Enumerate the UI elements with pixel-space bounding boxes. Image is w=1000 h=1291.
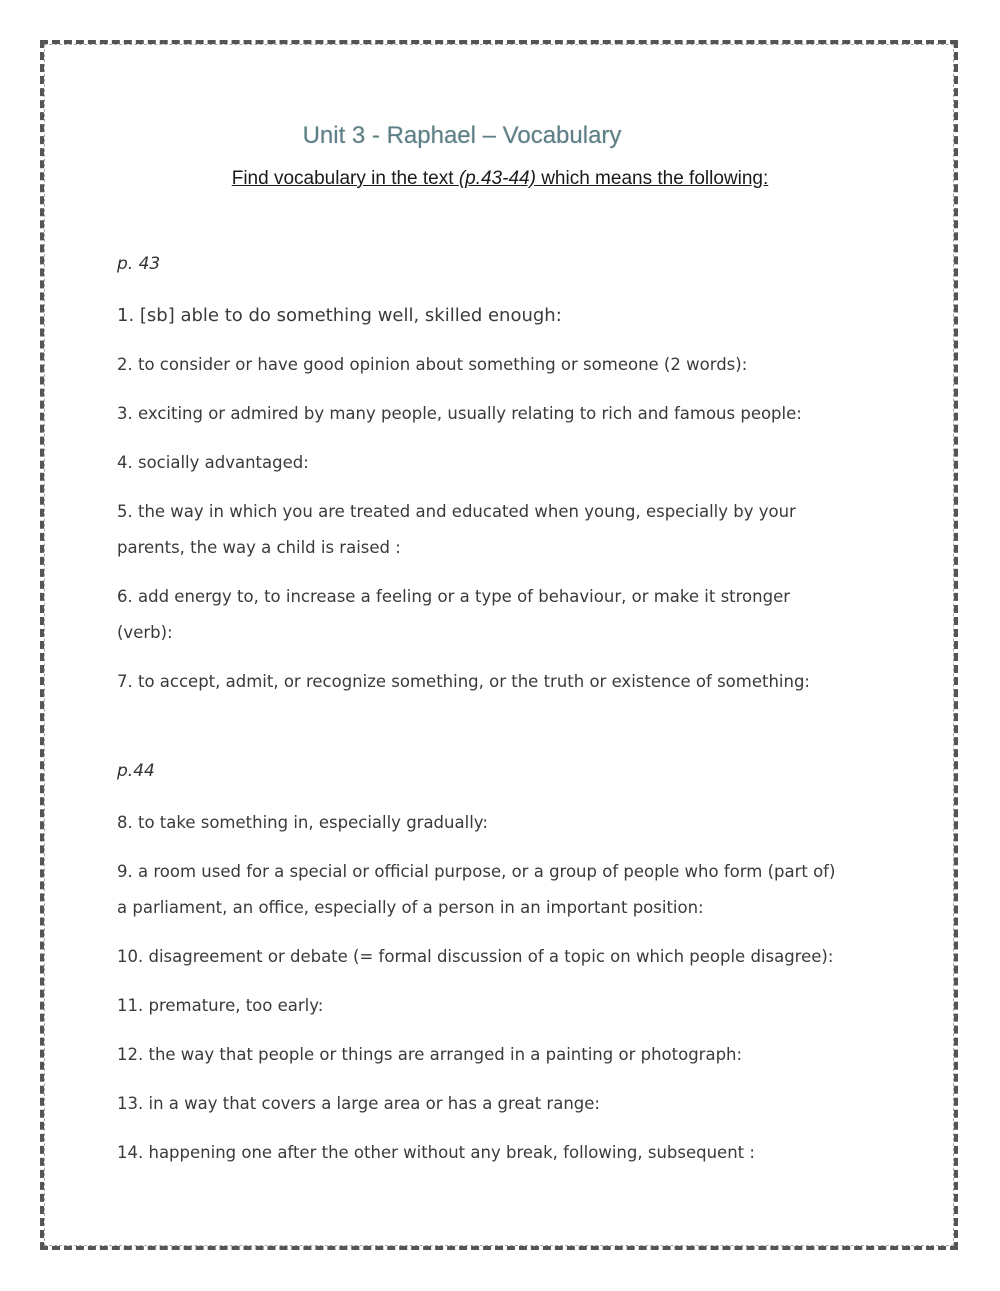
section-label-p43: p. 43 [117,254,161,274]
list-item: 4. socially advantaged: [117,453,309,472]
instructions-page-ref: (p.43-44) [458,168,536,189]
list-item: 6. add energy to, to increase a feeling or a type of behaviour, or make it stronger [117,587,791,606]
vocabulary-list [117,250,887,1171]
instructions [0,168,1000,190]
list-item: 2. to consider or have good opinion about something or someone (2 words): [117,355,748,374]
instructions-suffix: which means the following: [535,168,769,189]
list-item-continuation: (verb): [117,623,173,642]
section-label-p44: p.44 [117,761,155,781]
list-item: 8. to take something in, especially gradually: [117,813,488,832]
list-item-continuation: a parliament, an office, especially of a person in an important position: [117,898,704,917]
list-item: 7. to accept, admit, or recognize something, or the truth or existence of something: [117,672,810,691]
instructions-prefix: Find vocabulary in the text [231,168,459,189]
list-item: 3. exciting or admired by many people, usually relating to rich and famous people: [117,404,802,423]
list-item: 12. the way that people or things are arranged in a painting or photograph: [117,1045,743,1064]
list-item-continuation: parents, the way a child is raised : [117,538,401,557]
page-title: Unit 3 - Raphael – Vocabulary [302,122,622,149]
list-item: 9. a room used for a special or official purpose, or a group of people who form (part of) [117,862,836,881]
list-item: 5. the way in which you are treated and educated when young, especially by your [117,502,796,521]
list-item: 1. [sb] able to do something well, skilled enough: [117,305,562,326]
list-item: 13. in a way that covers a large area or has a great range: [117,1094,600,1113]
list-item: 10. disagreement or debate (= formal discussion of a topic on which people disagree): [117,947,834,966]
list-item: 11. premature, too early: [117,996,324,1015]
list-item: 14. happening one after the other without any break, following, subsequent : [117,1143,755,1162]
